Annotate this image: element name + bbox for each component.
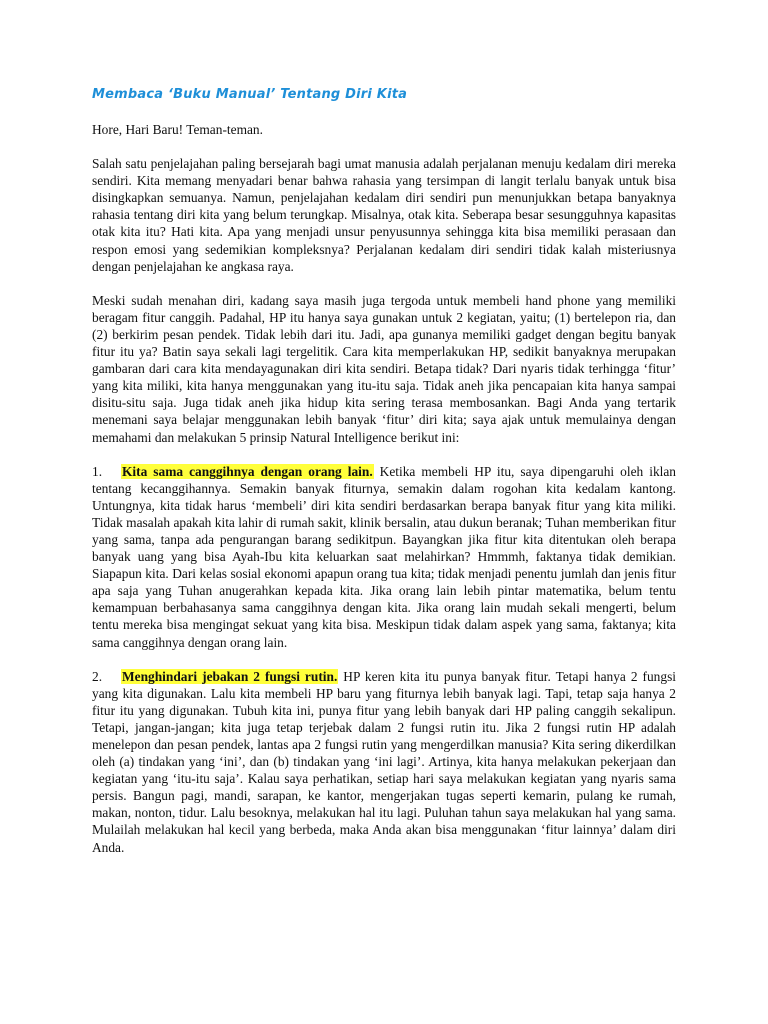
point-2-heading: Menghindari jebakan 2 fungsi rutin.	[122, 668, 338, 684]
point-1-number: 1.	[92, 463, 103, 479]
point-2-number: 2.	[92, 668, 103, 684]
greeting-paragraph: Hore, Hari Baru! Teman-teman.	[92, 122, 263, 137]
point-2-paragraph	[92, 668, 676, 856]
document-page	[92, 86, 676, 873]
point-1-heading: Kita sama canggihnya dengan orang lain.	[122, 463, 373, 479]
document-title: Membaca ‘Buku Manual’ Tentang Diri Kita	[92, 87, 408, 102]
point-2-body: HP keren kita itu punya banyak fitur. Tetapi hanya 2 fungsi yang kita digunakan. Lalu kita membeli HP baru yang fiturnya lebih banyak lagi. Tapi, tetap saja hanya 2 fitur itu yang digunakan. Tubuh kita ini, punya fitur yang lebih banyak dari HP paling canggih sekalipun. Tetapi, jangan-jangan; kita juga tetap terjebak dalam 2 fungsi rutin itu. Jika 2 fungsi rutin HP adalah menelepon dan pesan pendek, lantas apa 2 fungsi rutin yang mengerdilkan manusia? Kita sering dikerdilkan oleh (a) tindakan yang ‘ini’, dan (b) tindakan yang ‘ini lagi’. Artinya, kita hanya melakukan pekerjaan dan kegiatan yang ‘itu-itu saja’. Kalau saya perhatikan, setiap hari saya melakukan kegiatan yang nyaris sama persis. Bangun pagi, mandi, sarapan, ke kantor, mengerjakan tugas seperti kemarin, pulang ke rumah, makan, nonton, tidur. Lalu besoknya, melakukan hal itu lagi. Puluhan tahun saya melakukan hal yang sama. Mulailah melakukan hal kecil yang berbeda, maka Anda akan bisa menggunakan ‘fitur lainnya’ dalam diri Anda.	[92, 668, 676, 855]
point-1-paragraph	[92, 463, 676, 651]
intro-paragraph: Salah satu penjelajahan paling bersejarah bagi umat manusia adalah perjalanan menuju kedalam diri mereka sendiri. Kita memang menyadari benar bahwa rahasia yang tersimpan di langit terlalu banyak untuk bisa disingkapkan semuanya. Namun, penjelajahan kedalam diri sendiri pun menunjukkan betapa banyaknya rahasia tentang diri kita yang belum terungkap. Misalnya, otak kita. Seberapa besar sesungguhnya kapasitas otak kita itu? Hati kita. Apa yang menjadi unsur penyusunnya sehingga kita bisa memiliki perasaan dan respon emosi yang sedemikian kompleksnya? Perjalanan kedalam diri sendiri tidak kalah misteriusnya dengan penjelajahan ke angkasa raya.	[92, 156, 676, 274]
hp-paragraph: Meski sudah menahan diri, kadang saya masih juga tergoda untuk membeli hand phone yang memiliki beragam fitur canggih. Padahal, HP itu hanya saya gunakan untuk 2 kegiatan, yaitu; (1) bertelepon ria, dan (2) berkirim pesan pendek. Tidak lebih dari itu. Jadi, apa gunanya memiliki gadget dengan begitu banyak fitur itu ya? Batin saya sekali lagi tergelitik. Cara kita memperlakukan HP, sedikit banyaknya merupakan gambaran dari cara kita mendayagunakan diri kita sendiri. Betapa tidak? Dari nyaris tidak terhingga ‘fitur’ yang kita miliki, kita hanya menggunakan yang itu-itu saja. Tidak aneh jika pencapaian kita hanya sampai disitu-situ saja. Juga tidak aneh jika hidup kita sering terasa membosankan. Bagi Anda yang tertarik menemani saya belajar menggunakan lebih banyak ‘fitur’ diri kita; saya ajak untuk memulainya dengan memahami dan melakukan 5 prinsip Natural Intelligence berikut ini:	[92, 292, 676, 445]
point-1-body: Ketika membeli HP itu, saya dipengaruhi oleh iklan tentang kecanggihannya. Semakin banyak fiturnya, semakin dalam rogohan kita kedalam kantong. Untungnya, kita tidak harus ‘membeli’ diri kita sendiri berdasarkan berapa banyak fitur yang kita miliki. Tidak masalah apakah kita lahir di rumah sakit, klinik bersalin, atau dukun beranak; Tuhan memberikan fitur yang sama, tanpa ada pengurangan barang sedikitpun. Bayangkan jika fitur kita ditentukan oleh berapa banyak uang yang bisa Ayah-Ibu kita keluarkan saat melahirkan? Hmmmh, faktanya tidak demikian. Siapapun kita. Dari kelas sosial ekonomi apapun orang tua kita; tidak menjadi penentu jumlah dan jenis fitur apa saja yang Tuhan anugerahkan kepada kita. Jika orang lain lebih pintar matematika, belum tentu kemampuan berbahasanya sama canggihnya dengan kita. Jika orang lain mudah sekali mengerti, belum tentu mereka bisa mengingat sekuat yang kita bisa. Meskipun tidak dalam aspek yang sama, faktanya; kita sama canggihnya dengan orang lain.	[92, 463, 676, 650]
